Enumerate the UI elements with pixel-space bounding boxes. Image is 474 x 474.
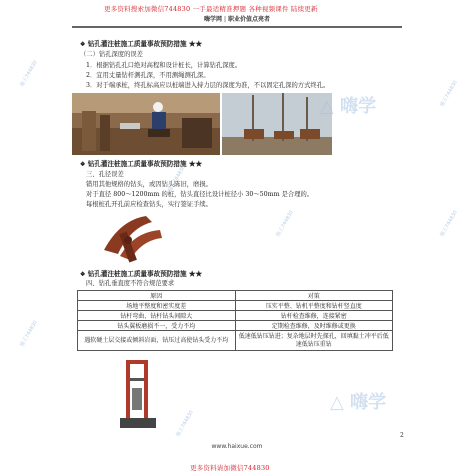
header-site: 嗨学网 (204, 16, 223, 23)
table-row (78, 301, 393, 311)
section2-item-2: 对于直径 800～1200mm 的桩，钻头直径比设计桩径小 30～50mm 是合理的。 (86, 191, 314, 198)
watermark-logo-icon: △ (320, 96, 334, 117)
table-row (78, 311, 393, 321)
brand-watermark-2: △ 嗨学 (330, 392, 387, 413)
side-watermark: 拖王744830 (439, 79, 459, 108)
page-number: 2 (400, 432, 404, 439)
table-row (78, 331, 393, 351)
section3-subtitle: 四、钻孔垂直度不符合规范要求 (86, 280, 175, 287)
header-separator: | (223, 16, 227, 23)
table-cell: 钻头翼板磨损不一，受力不均 (78, 321, 236, 331)
section2-item-3: 每根桩孔开孔前应检查钻头，实行签证手续。 (86, 201, 212, 208)
table-cell: 压实平整、钻机平整度和钻杆竖直度 (235, 301, 393, 311)
drill-bit-photo (90, 210, 170, 266)
table-row (78, 321, 393, 331)
watermark-logo-icon: △ (330, 392, 344, 413)
section2-item-1: 错用其他规格的钻头，或因钻头陈旧，磨损。 (86, 181, 212, 188)
table-cell: 钻杆弯曲、钻杆钻头间隙大 (78, 311, 236, 321)
table-cell: 遇软硬土层交接或倾斜岩面，钻压过高使钻头受力不均 (78, 331, 236, 351)
side-watermark: 拖王744830 (275, 209, 295, 238)
diamond-bullet-icon: ❖ (80, 41, 86, 48)
table-cell: 定期检查维修，及时维修或更换 (235, 321, 393, 331)
header-slogan: 职业价值点亮者 (227, 16, 270, 23)
table-header-cause: 原因 (78, 291, 236, 301)
drilling-worker-photo (72, 93, 220, 155)
brand-watermark: △ 嗨学 (320, 96, 377, 117)
side-watermark: 拖王744830 (167, 164, 187, 193)
table-cell: 场地平整度和密实度差 (78, 301, 236, 311)
side-watermark: 拖王744830 (175, 409, 195, 438)
drilling-rig-photo (222, 93, 332, 155)
footer-url: www.haixue.com (211, 443, 263, 450)
side-watermark: 拖王744830 (19, 59, 39, 88)
section1-title: 钻孔灌注桩施工质量事故预防措施 ★★ (87, 40, 203, 48)
section1-item-1: 1．根据钻孔孔口绝对高程和设计桩长，计算钻孔深度。 (86, 62, 242, 69)
table-cell: 低速低钻压钻进；复杂地层时先探孔，回填黏土冲平后低速低钻压重钻 (235, 331, 393, 351)
section2-subtitle: 三、孔径误差 (86, 171, 124, 178)
section2-title: 钻孔灌注桩施工质量事故预防措施 ★★ (87, 160, 203, 168)
header-rule (72, 26, 402, 28)
section1-subtitle: （二）钻孔深度的误差 (80, 51, 143, 58)
pile-rig-photo (118, 358, 158, 430)
section1-item-2: 2．宜用丈量钻杆测孔深，不用测绳测孔深。 (86, 72, 210, 79)
section1-title-row (80, 40, 202, 49)
diamond-bullet-icon: ❖ (80, 161, 86, 168)
section3-title-row (80, 270, 202, 279)
table-header-row (78, 291, 393, 301)
side-watermark: 拖王744830 (439, 209, 459, 238)
bottom-banner: 更多资料请加微信744830 (190, 464, 270, 472)
section3-title: 钻孔灌注桩施工质量事故预防措施 ★★ (87, 270, 203, 278)
section1-item-3: 3．对于端承桩，终孔标高应以桩端进入持力层的深度为准，不以固定孔深的方式终孔。 (86, 82, 330, 89)
page-header (0, 14, 474, 23)
side-watermark: 拖王744830 (19, 319, 39, 348)
table-cell: 钻杆检查维修，连接紧密 (235, 311, 393, 321)
verticality-table (77, 290, 393, 351)
top-banner: 更多资料搜索加微信744830 一手最适精准押题 各种视频课件 陆续更新 (104, 5, 318, 13)
diamond-bullet-icon: ❖ (80, 271, 86, 278)
table-header-measure: 对策 (235, 291, 393, 301)
